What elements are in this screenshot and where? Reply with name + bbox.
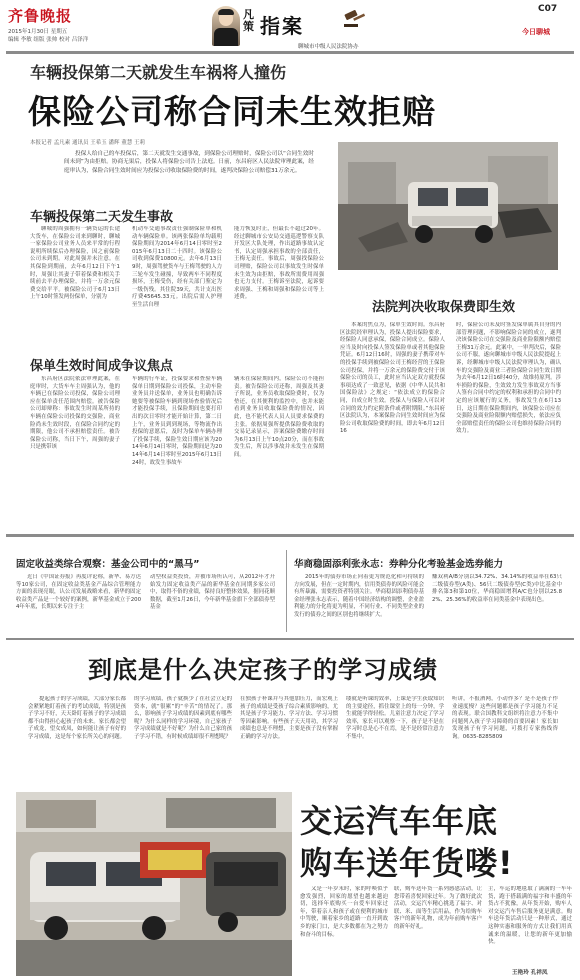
lead-col-6: 辆未在保险期间内，保险公司不能担责。被告保险公司还称，周强及其妻子所说，业务员收取保险费时，仅为垫还，在其便利的监控中，也并未能看到业务员收取保险费的情况，因此，也不能代表人员人员要求保费的主张。依据周强所提供保险费收取的交易记录显示，涉案保险费缴存时间为6月13日上午10点20分，而在事故发生后，所以涉事故并未发生在保期间。 (234, 376, 324, 458)
feature-col-4: 缕就是听课的效率，上课是学生获取知识的主要途径，抓住课堂上的每一分钟，学生就能学得轻松。儿童注意力决定了学习效率，家长可以观察一下，孩子是不是在学习时总是心不在焉，是不是经常注意力不集中。 (346, 696, 444, 740)
sub-heading-verdict: 法院判决收取保费即生效 (372, 300, 516, 315)
feature-col-5: 听讲，不报酒网，小动作多？是不是孩子作业速度慢？这些问题都是孩子学习能力不足的表现。联合国教科文组织将注意力不集中问题列入孩子学习障碍的首要因素！家长如发现孩子有学习问题，可拨打专家热线咨询。0635-8285809 (452, 696, 558, 740)
column-logo-text-a: 凡策 (243, 8, 254, 33)
section-divider-1 (6, 534, 574, 537)
section-divider-2 (6, 638, 574, 640)
promo-col-2: 联，购车送年货一系列感恩活动，让您带着喜悦回家过年。为了做好此次活动，交运汽车精心挑选了福字、对联、米、面等生活用品，作为给购车客户的新年礼物，成为年前购车客户的新年好礼。 (394, 886, 482, 930)
lead-col-1: 聊城的周强拥有一辆货运的长途大货车，在保险公司来到聊时，聊城一家保险公司业务人员来平常的行程说明所续保后办理保险，因之前保险公司未到期。对此周强并未注意。在其保险到期前，去年6月12日下午1时，周强让其妻子带着保费和相关手续前去平办理保险，并将一万余元保费交给平平。被保险公司于6月13日上午10时签发两份保单，分别为 (30, 226, 120, 301)
lead-col-2: 机动车交通事故责任强制保险单和机动车辆保险单。该两张保险单均载明保险期间为2014年6月14日零时至2015年6月13日二十四时。该保险公司收到保费10800元。去年6月13日9时，周强驾驶货车与王梅驾驶的人力三轮车发生碰撞，导致两车不同程度损坏，王梅受伤，经有关部门鉴定为一级伤残。其住院39天，共计支出医疗费45645.33元。出院后需人护理至生活自理 (132, 226, 222, 308)
lead-col-3: 能力恢复时止，但最长不超过20年。经过聊城市公安局交通巡逻警察支队开发区大队处理，作出道路事故认定书，认定周强承担事故的全部责任，王梅无责任。事故后，周强找保险公司理赔，保险公司以事故发生时保单未生效为由拒赔，事故所需费用周强也无力支付。王梅诉至法院，起诉要求周强、王梅和周强和保险公司等上述费。 (234, 226, 324, 301)
page-number: C07 (538, 4, 558, 14)
lead-byline: 本报记者 孟凡素 通讯员 王希玉 潘辉 董慧 王莉 (30, 140, 145, 146)
lead-headline: 保险公司称合同未生效拒赔 (28, 92, 436, 131)
sub-heading-focus: 保单生效时间成争议焦点 (30, 359, 174, 374)
promo-photo (16, 792, 292, 976)
masthead-rule (6, 51, 574, 54)
lead-photo (338, 142, 558, 270)
judge-portrait (212, 6, 240, 46)
column-sub: 聊城市中级人民法院协办 (298, 44, 359, 50)
promo-headline-line-2: 购车送年货喽! (300, 844, 514, 882)
feature-headline: 到底是什么决定孩子的学习成绩 (88, 656, 438, 684)
column-logo (210, 4, 380, 50)
column-logo-text-b: 指案 (260, 14, 304, 38)
lead-col-7: 本案的焦点为，保单生效时间。东昌府区法院经审理认为，投保人提出保险要求，经保险人同意承保，保险合同成立。保险人应当及时向投保人签发保险单或者其他保险凭证。6月12日16时，周强的妻子携带对车的投保手续到被保险公司王梅经营的王保险公司投保，并将一万余元的保险费交付于该保险公司的员工，此时应当认定双方就投保事项达成了一致意见，依据《中华人民共和国保险法》之规定：“依法成立的保险合同，自成立时生效。投保人与保险人可以对合同的效力约定附条件或者附期限。”东昌府区法院认为，本案保险合同生效时间应为保险公司收取保险费的时间，即去年6月12日16 (340, 322, 445, 435)
date-line: 2015年1月30日 星期五 (8, 29, 68, 35)
lead-col-4: 东昌府区法院依法审理此案，在庭审时，大货车车主周强认为，他的车辆已在保险公司投保，保险公司理应在保单责任范围内赔偿。被告保险公司却辩称：事故发生时周某所持的车辆在保险公司投保的交强险，商业险尚未生效时段，在保险合同约定的期限，他公司不承担赔偿责任。被告保险公司称，当日下午，周强的妻子只是携带该 (30, 376, 120, 451)
finance-left-title: 固定收益类综合观察：基金公司中的“黑马” (16, 559, 200, 570)
feature-col-1: 提起孩子的学习成绩，大部分家长都会紧紧地盯着孩子的考试成绩，特别是孩子学习不好，天天卧盯着孩子的学习成绩都不由得担心起孩子的未来。家长都会望子成龙，望女成凤，如何能让孩子有好的学习成绩，这是每个家长所关心的问题。 (28, 696, 126, 740)
newspaper-logo: 齐鲁晚报 (8, 7, 73, 25)
finance-left-col-2: 动型权益类投资，并被市场所认可，从2012年才开始发力固定收益类产品的新华基金在同期多家公司中，取得不俗的业绩，保持良好整体效果，据同花顺数据，截至1月26日，今年新华基金旗下全部债券型基金 (150, 574, 275, 611)
finance-divider (286, 550, 287, 632)
lead-col-5: 车辆的行车证，投保要求和查验车辆保单日期到保险公司投保，主动车险业务员并送保单，业务员也明确告诉她要等被保险车辆到现场查验情况后才能投保手续，且保险期间也要打印出的次日零时才能开始计算，第二日上午，业务员到到现场，等物流作出投保的意愿后，及时为保单车辆办理了投保手续，保险生效日期应该为2014年6月14日零时，保险期间是为2014年6月14日零时至2015年6月13日24时，故发生事故车 (132, 376, 222, 466)
lead-kicker: 车辆投保第二天就发生车祸将人撞伤 (30, 63, 287, 82)
section-name: 今日聊城 (522, 28, 550, 36)
feature-col-3: 在独孩子补课并与其他加压力，而宏观上孩子的成绩是受孩子综合素质影响的，尤其是孩子学习能力、学习方法、学习习惯等因素影响。有些孩子天天用功，其学习成绩也总是不理想，主要是孩子没有掌握正确的学习方法。 (240, 696, 338, 740)
finance-right-title: 华商稳固添利张永志：券种分化考验基金选券能力 (294, 559, 504, 570)
masthead (0, 0, 580, 58)
finance-right-col-1: 2015年的债券市场正向着更为规范化和可持续的方向发展，但在一定时期内，信用类债券的风险可能会有所暴露，需要投资者特别关注。华商稳固添利债券基金经理张永志表示，随着中国经济结构的调整，企业盈利能力的分化将更为明显，不同行业、不同类型企业的发行的债券之间的区别也将继续扩大。 (294, 574, 424, 618)
promo-byline: 王艳玲 孔祥凤 (512, 970, 548, 976)
judge-robe (214, 28, 238, 46)
feature-col-2: 的学习成绩，孩子就换少了在社会立足的资本，就“很累”的“辛苦”的情况了。那么，影响孩子学习成绩的因素到底有哪些呢？为什么同样的学习环境，自己家孩子学习成绩就是不好呢？为什么自己家的孩子学习不错，有时候成绩却很不理想呢？ (134, 696, 232, 740)
promo-col-1: 又是一年岁末时，家的呼唤似乎愈发强烈，回家的愿望也越来越迫切，选择年底购买一台爱车回家过年，带着亲人和孩子或在便利的城市中驾驶，顺着家乡的道路一直开到故乡的家门口，是大多数都在为之努力和奋斗的目标。 (300, 886, 388, 938)
lead-summary: 投保人给自己的车投保后，第二天就发生交通事故，到保险公司理赔时，保险公司以“合同生效时间未到”为由拒赔。协商无果后，投保人将保险公司告上法庭。日前，东昌府区人民法院审理此案，经庭审认为，保险合同生效时间应为投保公司收取保险费的时间，遂判决保险公司赔偿31万余元。 (64, 151, 314, 174)
judge-hair (218, 9, 234, 15)
promo-col-3: 主，车运的地毯取了满满的一车年货，跑于搭载满的福字和丰盛的年货占不犹豫，从年货开始，购车人对交运汽车售后服务更是满意。购车送年货活动只是一种形式，通过这种实惠和服务的方式让我们用真诚来的温暖，让您的新年更加愉快。 (488, 886, 572, 946)
finance-left-col-1: 近日《中国证券报》再度评论称，新华、易方达等10家公司，在固定收益类基金产品综合管理能力方面的表现亮眼，认公司发展战略来看，新华的固定收益类产品是一个较好的案例，新华基金成立于2004年年底，长期以来专注于主 (16, 574, 141, 611)
lead-col-8: 时，保险公司未及时签发保单属其自身的内部管理问题，不影响保险合同的成立，遂判决该保险公司在交强险及商业险限额内赔偿王梅31万余元。此案中，一审判决后，保险公司不服，遂向聊城市中级人民法院提起上诉，经聊城市中级人民法院审理认为，确认车的交强险及商业三者险保险合同生效日期为去年6月12日16时40分，故维持原判。涉车损险的保险，生效效力发生事故双方当事人签有合同中约定的权利和承担的合同中约定的应该履行的义务，事故发生在6月13日，这日期在保险期间内，该保险公司应在交强险及商业险限额内赔偿损失，依法应负全部赔偿责任的保险公司也维持保险合同的效力。 (456, 322, 561, 435)
sub-heading-accident: 车辆投保第二天发生事故 (30, 210, 174, 225)
gavel-icon (342, 10, 368, 28)
editor-line: 编辑 李敏 组版 张帅 校对 吕泽洋 (8, 37, 89, 43)
promo-headline-line-1: 交运汽车年底 (300, 802, 499, 840)
finance-right-col-2: 赚双利A/B分别以34.72%、34.14%的收益率在63只二级债券型(A类)、56只二级债券型(C类)中比基金中排名第3和第10位，华商稳固增利A/C也分别以25.82%、25.36%的收益率在同类基金中表现出色。 (432, 574, 562, 603)
